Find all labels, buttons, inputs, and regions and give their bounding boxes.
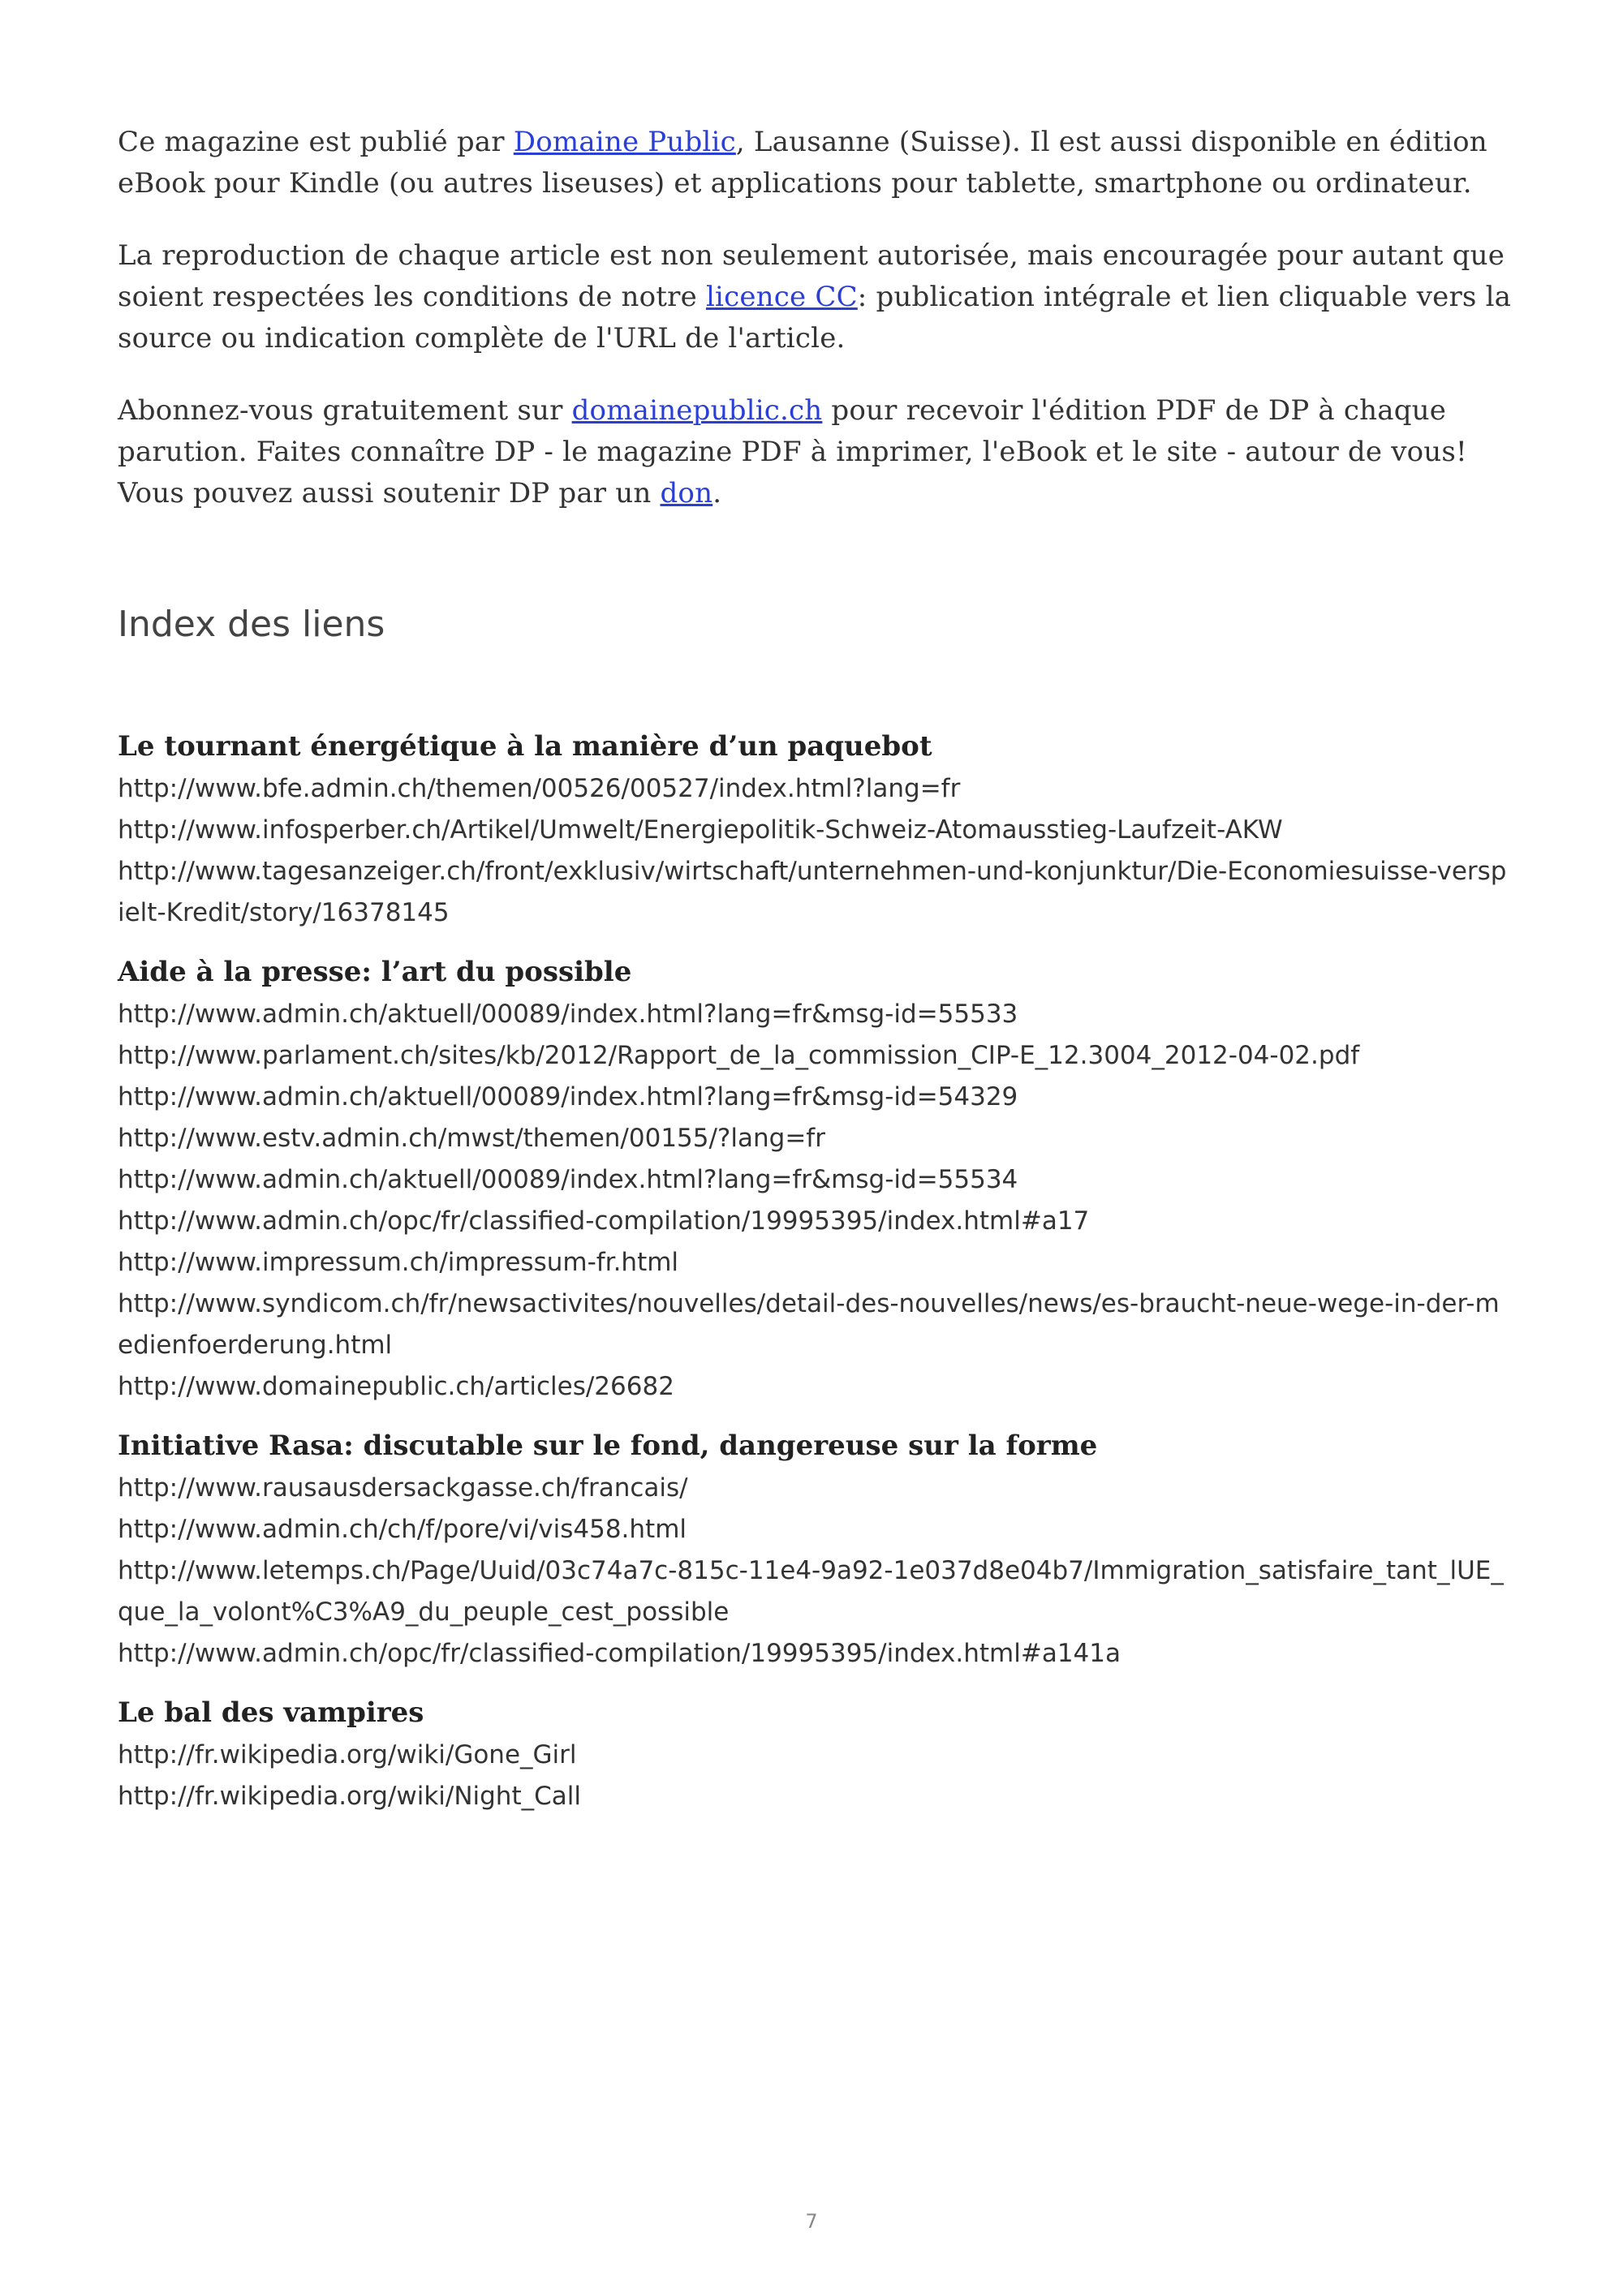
intro-paragraph-publisher (118, 122, 1513, 204)
section-title: Initiative Rasa: discutable sur le fond, dangereuse sur la forme (118, 1430, 1098, 1462)
link-item: http://www.estv.admin.ch/mwst/themen/00155/?lang=fr (118, 1124, 825, 1153)
link-item: http://www.admin.ch/aktuell/00089/index.html?lang=fr&msg-id=55533 (118, 1000, 1018, 1029)
link-item: http://fr.wikipedia.org/wiki/Night_Call (118, 1782, 581, 1811)
link-item: http://www.parlament.ch/sites/kb/2012/Rapport_de_la_commission_CIP-E_12.3004_2012-04-02.pdf (118, 1041, 1360, 1070)
domaine-public-link[interactable]: Domaine Public (513, 126, 736, 158)
page-content (118, 122, 1513, 1835)
link-item: http://www.bfe.admin.ch/themen/00526/00527/index.html?lang=fr (118, 774, 961, 803)
link-item: http://www.letemps.ch/Page/Uuid/03c74a7c-815c-11e4-9a92-1e037d8e04b7/Immigration_satisfaire_tant_lUE_que_la_volont%C3%A9_du_peuple_cest_possible (118, 1556, 1504, 1627)
link-item: http://www.syndicom.ch/fr/newsactivites/nouvelles/detail-des-nouvelles/news/es-braucht-neue-wege-in-der-medienfoerderung.html (118, 1289, 1500, 1360)
link-item: http://www.rausausdersackgasse.ch/francais/ (118, 1473, 688, 1503)
link-item: http://www.tagesanzeiger.ch/front/exklusiv/wirtschaft/unternehmen-und-konjunktur/Die-Economiesuisse-verspielt-Kredit/story/16378145 (118, 857, 1507, 927)
link-item: http://www.admin.ch/opc/fr/classified-compilation/19995395/index.html#a141a (118, 1639, 1121, 1668)
intro-paragraph-subscribe (118, 390, 1513, 514)
link-item: http://www.admin.ch/aktuell/00089/index.html?lang=fr&msg-id=55534 (118, 1165, 1018, 1194)
link-item: http://www.admin.ch/ch/f/pore/vi/vis458.html (118, 1515, 687, 1544)
p3-before: Abonnez-vous gratuitement sur (118, 394, 572, 427)
link-item: http://www.impressum.ch/impressum-fr.html (118, 1248, 679, 1277)
p2-before: La reproduction de chaque article est non seulement autorisée, mais encouragée pour autant que soient respectées les conditions de notre (118, 239, 1505, 313)
page-number: 7 (805, 2210, 818, 2233)
section-title: Le tournant énergétique à la manière d’un paquebot (118, 730, 932, 763)
link-item: http://www.admin.ch/aktuell/00089/index.html?lang=fr&msg-id=54329 (118, 1082, 1018, 1111)
intro-paragraph-license (118, 235, 1513, 359)
section-title: Aide à la presse: l’art du possible (118, 956, 632, 988)
link-item: http://www.infosperber.ch/Artikel/Umwelt/Energiepolitik-Schweiz-Atomausstieg-Laufzeit-AKW (118, 815, 1283, 845)
licence-cc-link[interactable]: licence CC (705, 281, 858, 313)
section-initiative-rasa (118, 1425, 1513, 1675)
p1-after: , Lausanne (Suisse). Il est aussi disponible en édition eBook pour Kindle (ou autres liseuses) et applications pour tablette, smartphone ou ordinateur. (118, 126, 1487, 200)
p3-middle: pour recevoir l'édition PDF de DP à chaque parution. Faites connaître DP - le magazine PDF à imprimer, l'eBook et le site - autour de vous! Vous pouvez aussi soutenir DP par un (118, 394, 1467, 510)
p1-before: Ce magazine est publié par (118, 126, 514, 158)
link-item: http://fr.wikipedia.org/wiki/Gone_Girl (118, 1740, 577, 1769)
p3-after: . (712, 477, 722, 510)
index-title: Index des liens (118, 604, 385, 645)
link-item: http://www.domainepublic.ch/articles/26682 (118, 1372, 674, 1401)
section-tournant-energetique (118, 726, 1513, 934)
link-item: http://www.admin.ch/opc/fr/classified-compilation/19995395/index.html#a17 (118, 1206, 1090, 1236)
p2-after: : publication intégrale et lien cliquable vers la source ou indication complète de l'URL de l'article. (118, 281, 1512, 355)
section-aide-presse (118, 952, 1513, 1408)
domainepublic-link[interactable]: domainepublic.ch (571, 394, 823, 427)
don-link[interactable]: don (660, 477, 713, 510)
section-title: Le bal des vampires (118, 1696, 424, 1729)
section-bal-vampires (118, 1692, 1513, 1817)
